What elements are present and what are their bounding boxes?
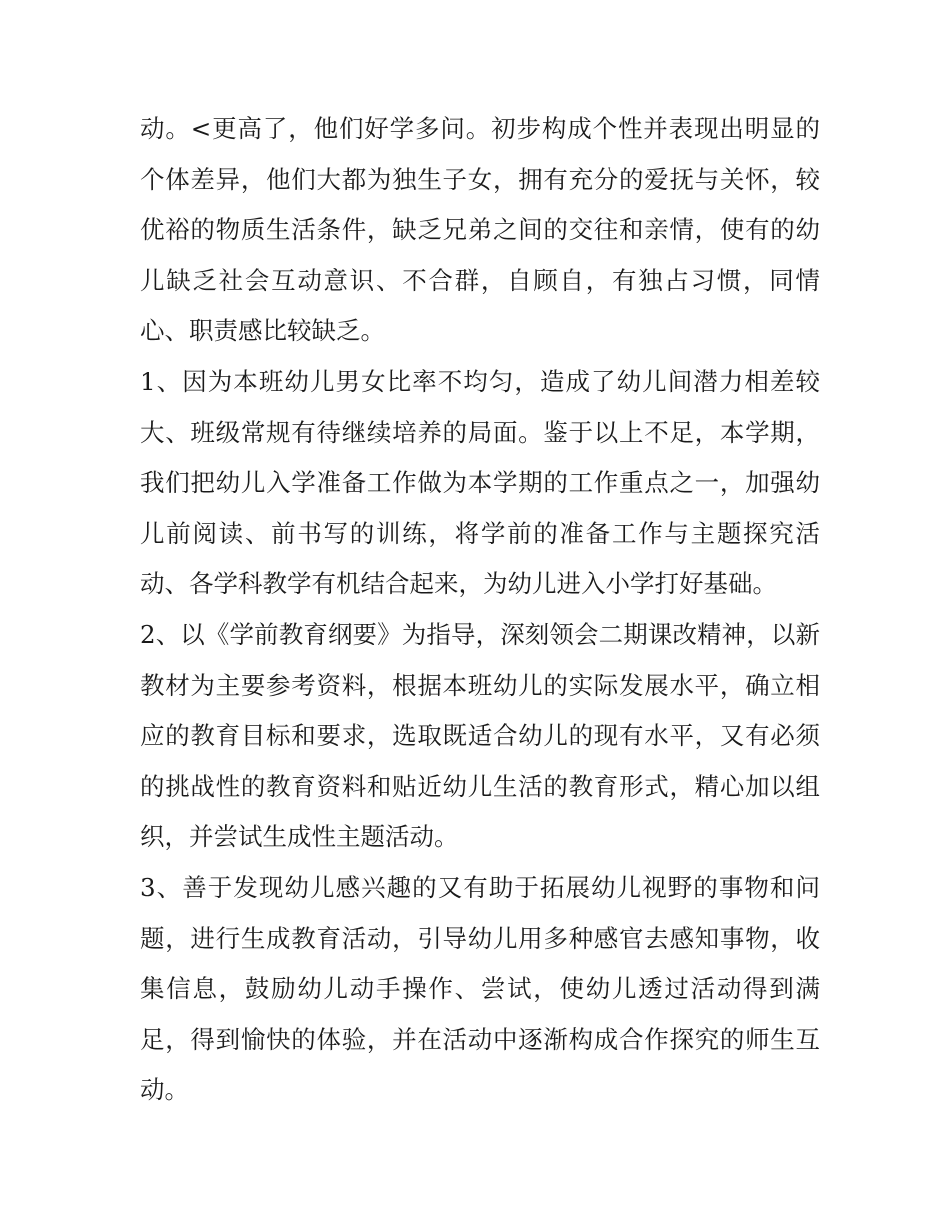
- document-body: [140, 104, 820, 1116]
- paragraph-intro-continuation: 动。<更高了，他们好学多问。初步构成个性并表现出明显的个体差异，他们大都为独生子女，拥有充分的爱抚与关怀，较优裕的物质生活条件，缺乏兄弟之间的交往和亲情，使有的幼儿缺乏社会互动意识、不合群，自顾自，有独占习惯，同情心、职责感比较缺乏。: [140, 114, 820, 346]
- paragraph-item-1: 1、因为本班幼儿男女比率不均匀，造成了幼儿间潜力相差较大、班级常规有待继续培养的局面。鉴于以上不足，本学期，我们把幼儿入学准备工作做为本学期的工作重点之一，加强幼儿前阅读、前书写的训练，将学前的准备工作与主题探究活动、各学科教学有机结合起来，为幼儿进入小学打好基础。: [140, 366, 820, 599]
- paragraph-item-2: 2、以《学前教育纲要》为指导，深刻领会二期课改精神，以新教材为主要参考资料，根据本班幼儿的实际发展水平，确立相应的教育目标和要求，选取既适合幼儿的现有水平，又有必须的挑战性的教育资料和贴近幼儿生活的教育形式，精心加以组织，并尝试生成性主题活动。: [140, 619, 820, 852]
- paragraph-item-3: 3、善于发现幼儿感兴趣的又有助于拓展幼儿视野的事物和问题，进行生成教育活动，引导幼儿用多种感官去感知事物，收集信息，鼓励幼儿动手操作、尝试，使幼儿透过活动得到满足，得到愉快的体验，并在活动中逐渐构成合作探究的师生互动。: [140, 872, 820, 1105]
